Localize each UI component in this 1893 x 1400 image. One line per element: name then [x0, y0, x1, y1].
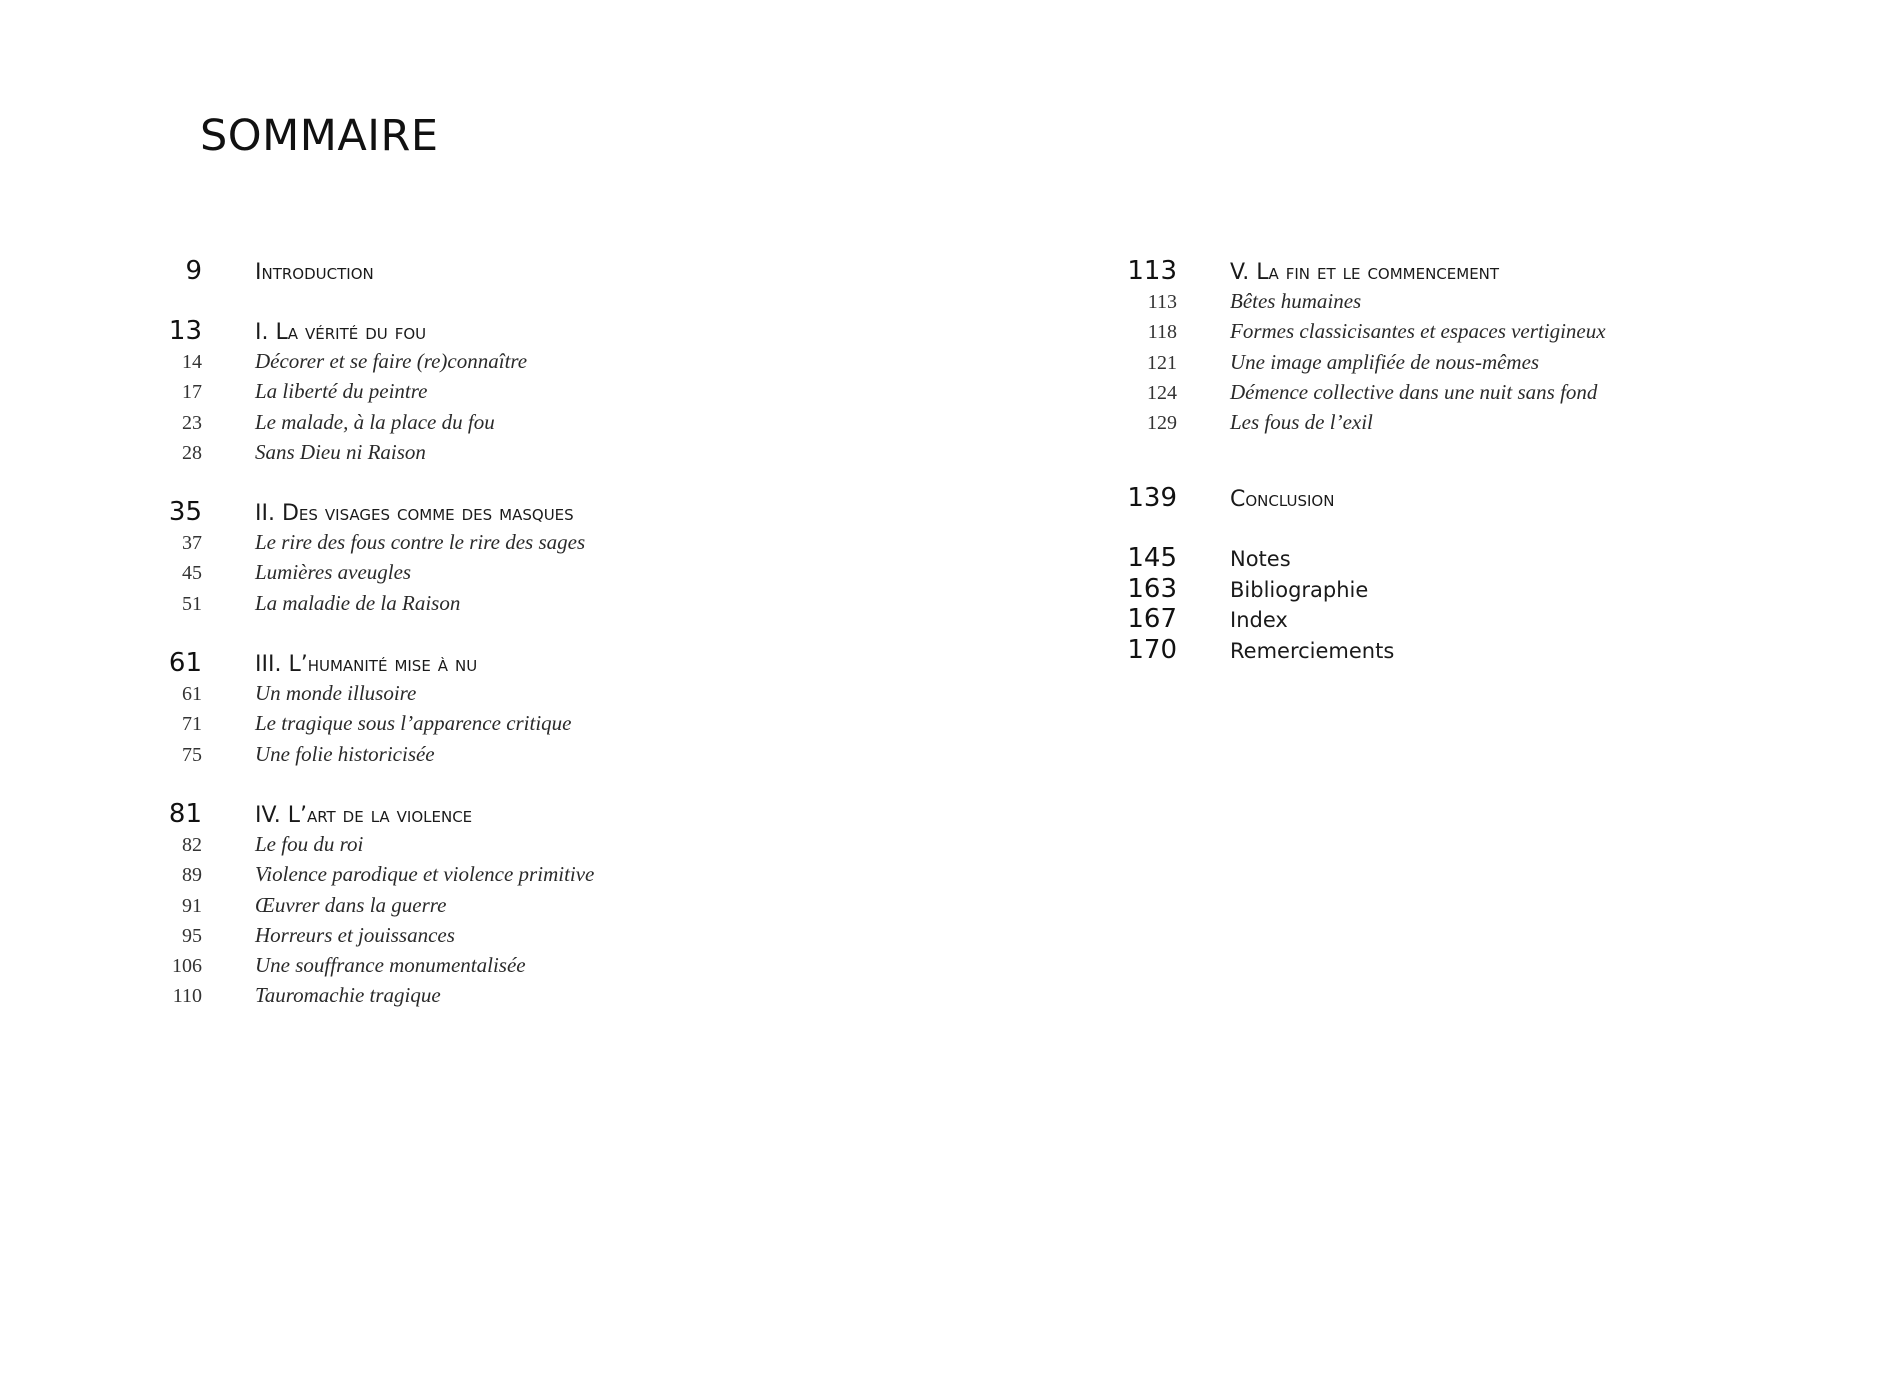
toc-entry-chapter-5[interactable]	[1115, 256, 1606, 286]
page-number: 13	[168, 316, 202, 346]
page-number: 35	[168, 497, 202, 528]
toc-left-column	[140, 256, 594, 1011]
toc-entry-bibliographie[interactable]	[1115, 574, 1606, 605]
toc-entry-section[interactable]	[1115, 286, 1606, 316]
page-number: 91	[182, 894, 202, 917]
section-title: Sans Dieu ni Raison	[255, 439, 426, 464]
page-number: 95	[182, 924, 202, 947]
toc-entry-chapter-2[interactable]	[140, 497, 594, 527]
entry-title: Notes	[1230, 547, 1291, 572]
toc-entry-section[interactable]	[140, 376, 594, 406]
chapter-title: III. L’humanité mise à nu	[255, 652, 478, 678]
entry-title: Bibliographie	[1230, 577, 1369, 602]
section-title: Violence parodique et violence primitive	[255, 862, 595, 887]
back-matter	[1115, 543, 1606, 665]
chapter-3	[140, 648, 594, 769]
toc-entry-section[interactable]	[1115, 377, 1606, 407]
toc-entry-section[interactable]	[140, 859, 594, 889]
section-title: Décorer et se faire (re)connaître	[255, 349, 528, 373]
page-number: 163	[1127, 573, 1177, 604]
page-number: 61	[168, 648, 202, 679]
section-title: Un monde illusoire	[255, 681, 417, 706]
section-title: Bêtes humaines	[1230, 289, 1362, 313]
section-title: Horreurs et jouissances	[255, 922, 455, 947]
toc-entry-section[interactable]	[140, 678, 594, 708]
chapter-5	[1115, 256, 1606, 437]
toc-entry-notes[interactable]	[1115, 543, 1606, 574]
section-title: Le tragique sous l’apparence critique	[255, 711, 572, 736]
page-number: 14	[182, 351, 202, 373]
section-title: Formes classicisantes et espaces vertigineux	[1230, 319, 1606, 344]
toc-right-column	[1115, 256, 1606, 665]
section-title: Le fou du roi	[255, 831, 364, 856]
chapter-title: IV. L’art de la violence	[255, 802, 473, 828]
section-title: Le malade, à la place du fou	[255, 409, 495, 434]
toc-entry-chapter-3[interactable]	[140, 648, 594, 678]
chapter-2	[140, 497, 594, 618]
page-number: 167	[1127, 604, 1177, 635]
page-number: 118	[1147, 321, 1177, 344]
chapter-4	[140, 799, 594, 1011]
section-title: Les fous de l’exil	[1230, 410, 1373, 435]
toc-entry-remerciements[interactable]	[1115, 635, 1606, 666]
chapter-1	[140, 316, 594, 467]
toc-entry-section[interactable]	[140, 920, 594, 950]
page-number: 81	[168, 798, 202, 829]
entry-title: Index	[1230, 608, 1288, 633]
toc-entry-section[interactable]	[140, 829, 594, 859]
page-number: 17	[182, 381, 202, 404]
page-number: 23	[182, 411, 202, 434]
page-number: 61	[182, 683, 202, 706]
section-title: Une souffrance monumentalisée	[255, 953, 526, 978]
section-title: Démence collective dans une nuit sans fond	[1230, 379, 1598, 404]
page-number: 129	[1147, 412, 1177, 435]
toc-entry-section[interactable]	[1115, 316, 1606, 346]
chapter-title: Introduction	[255, 260, 374, 285]
chapter-title: Conclusion	[1230, 487, 1335, 513]
section-title: Lumières aveugles	[255, 560, 412, 585]
section-title: Le rire des fous contre le rire des sages	[255, 530, 586, 555]
toc-entry-introduction[interactable]	[140, 256, 594, 286]
toc-entry-section[interactable]	[1115, 407, 1606, 437]
toc-entry-section[interactable]	[140, 980, 594, 1010]
section-title: Tauromachie tragique	[255, 983, 441, 1008]
toc-entry-section[interactable]	[1115, 347, 1606, 377]
page-number: 45	[182, 562, 202, 585]
page-number: 106	[172, 955, 202, 978]
toc-entry-chapter-1[interactable]	[140, 316, 594, 346]
toc-entry-section[interactable]	[140, 557, 594, 587]
page-number: 51	[182, 592, 202, 615]
toc-entry-section[interactable]	[140, 890, 594, 920]
page-number: 110	[172, 985, 202, 1008]
page-number: 124	[1147, 381, 1177, 404]
page-number: 139	[1127, 483, 1177, 514]
section-title: Œuvrer dans la guerre	[255, 892, 447, 917]
page-number: 113	[1147, 291, 1177, 313]
entry-title: Remerciements	[1230, 638, 1395, 663]
section-title: Une image amplifiée de nous-mêmes	[1230, 349, 1540, 374]
chapter-title: I. La vérité du fou	[255, 320, 427, 345]
page-number: 113	[1127, 256, 1177, 286]
page-number: 121	[1147, 351, 1177, 374]
page-number: 145	[1127, 543, 1177, 574]
chapter-title: V. La fin et le commencement	[1230, 260, 1500, 285]
page-number: 89	[182, 864, 202, 887]
page-number: 28	[182, 441, 202, 464]
toc-entry-section[interactable]	[140, 708, 594, 738]
page-title: SOMMAIRE	[200, 111, 439, 161]
toc-entry-section[interactable]	[140, 346, 594, 376]
section-title: La liberté du peintre	[255, 379, 428, 404]
page-number: 82	[182, 833, 202, 856]
page-number: 71	[182, 713, 202, 736]
chapter-title: II. Des visages comme des masques	[255, 501, 574, 527]
toc-entry-section[interactable]	[140, 739, 594, 769]
toc-entry-section[interactable]	[140, 527, 594, 557]
toc-entry-conclusion[interactable]	[1115, 483, 1606, 513]
page-number: 9	[185, 256, 202, 286]
toc-entry-section[interactable]	[140, 437, 594, 467]
toc-entry-section[interactable]	[140, 950, 594, 980]
page-number: 37	[182, 532, 202, 555]
toc-entry-index[interactable]	[1115, 604, 1606, 635]
toc-entry-chapter-4[interactable]	[140, 799, 594, 829]
toc-entry-section[interactable]	[140, 588, 594, 618]
page-number: 170	[1127, 634, 1177, 665]
page-number: 75	[182, 743, 202, 766]
section-title: Une folie historicisée	[255, 741, 435, 766]
section-title: La maladie de la Raison	[255, 590, 461, 615]
toc-entry-section[interactable]	[140, 407, 594, 437]
